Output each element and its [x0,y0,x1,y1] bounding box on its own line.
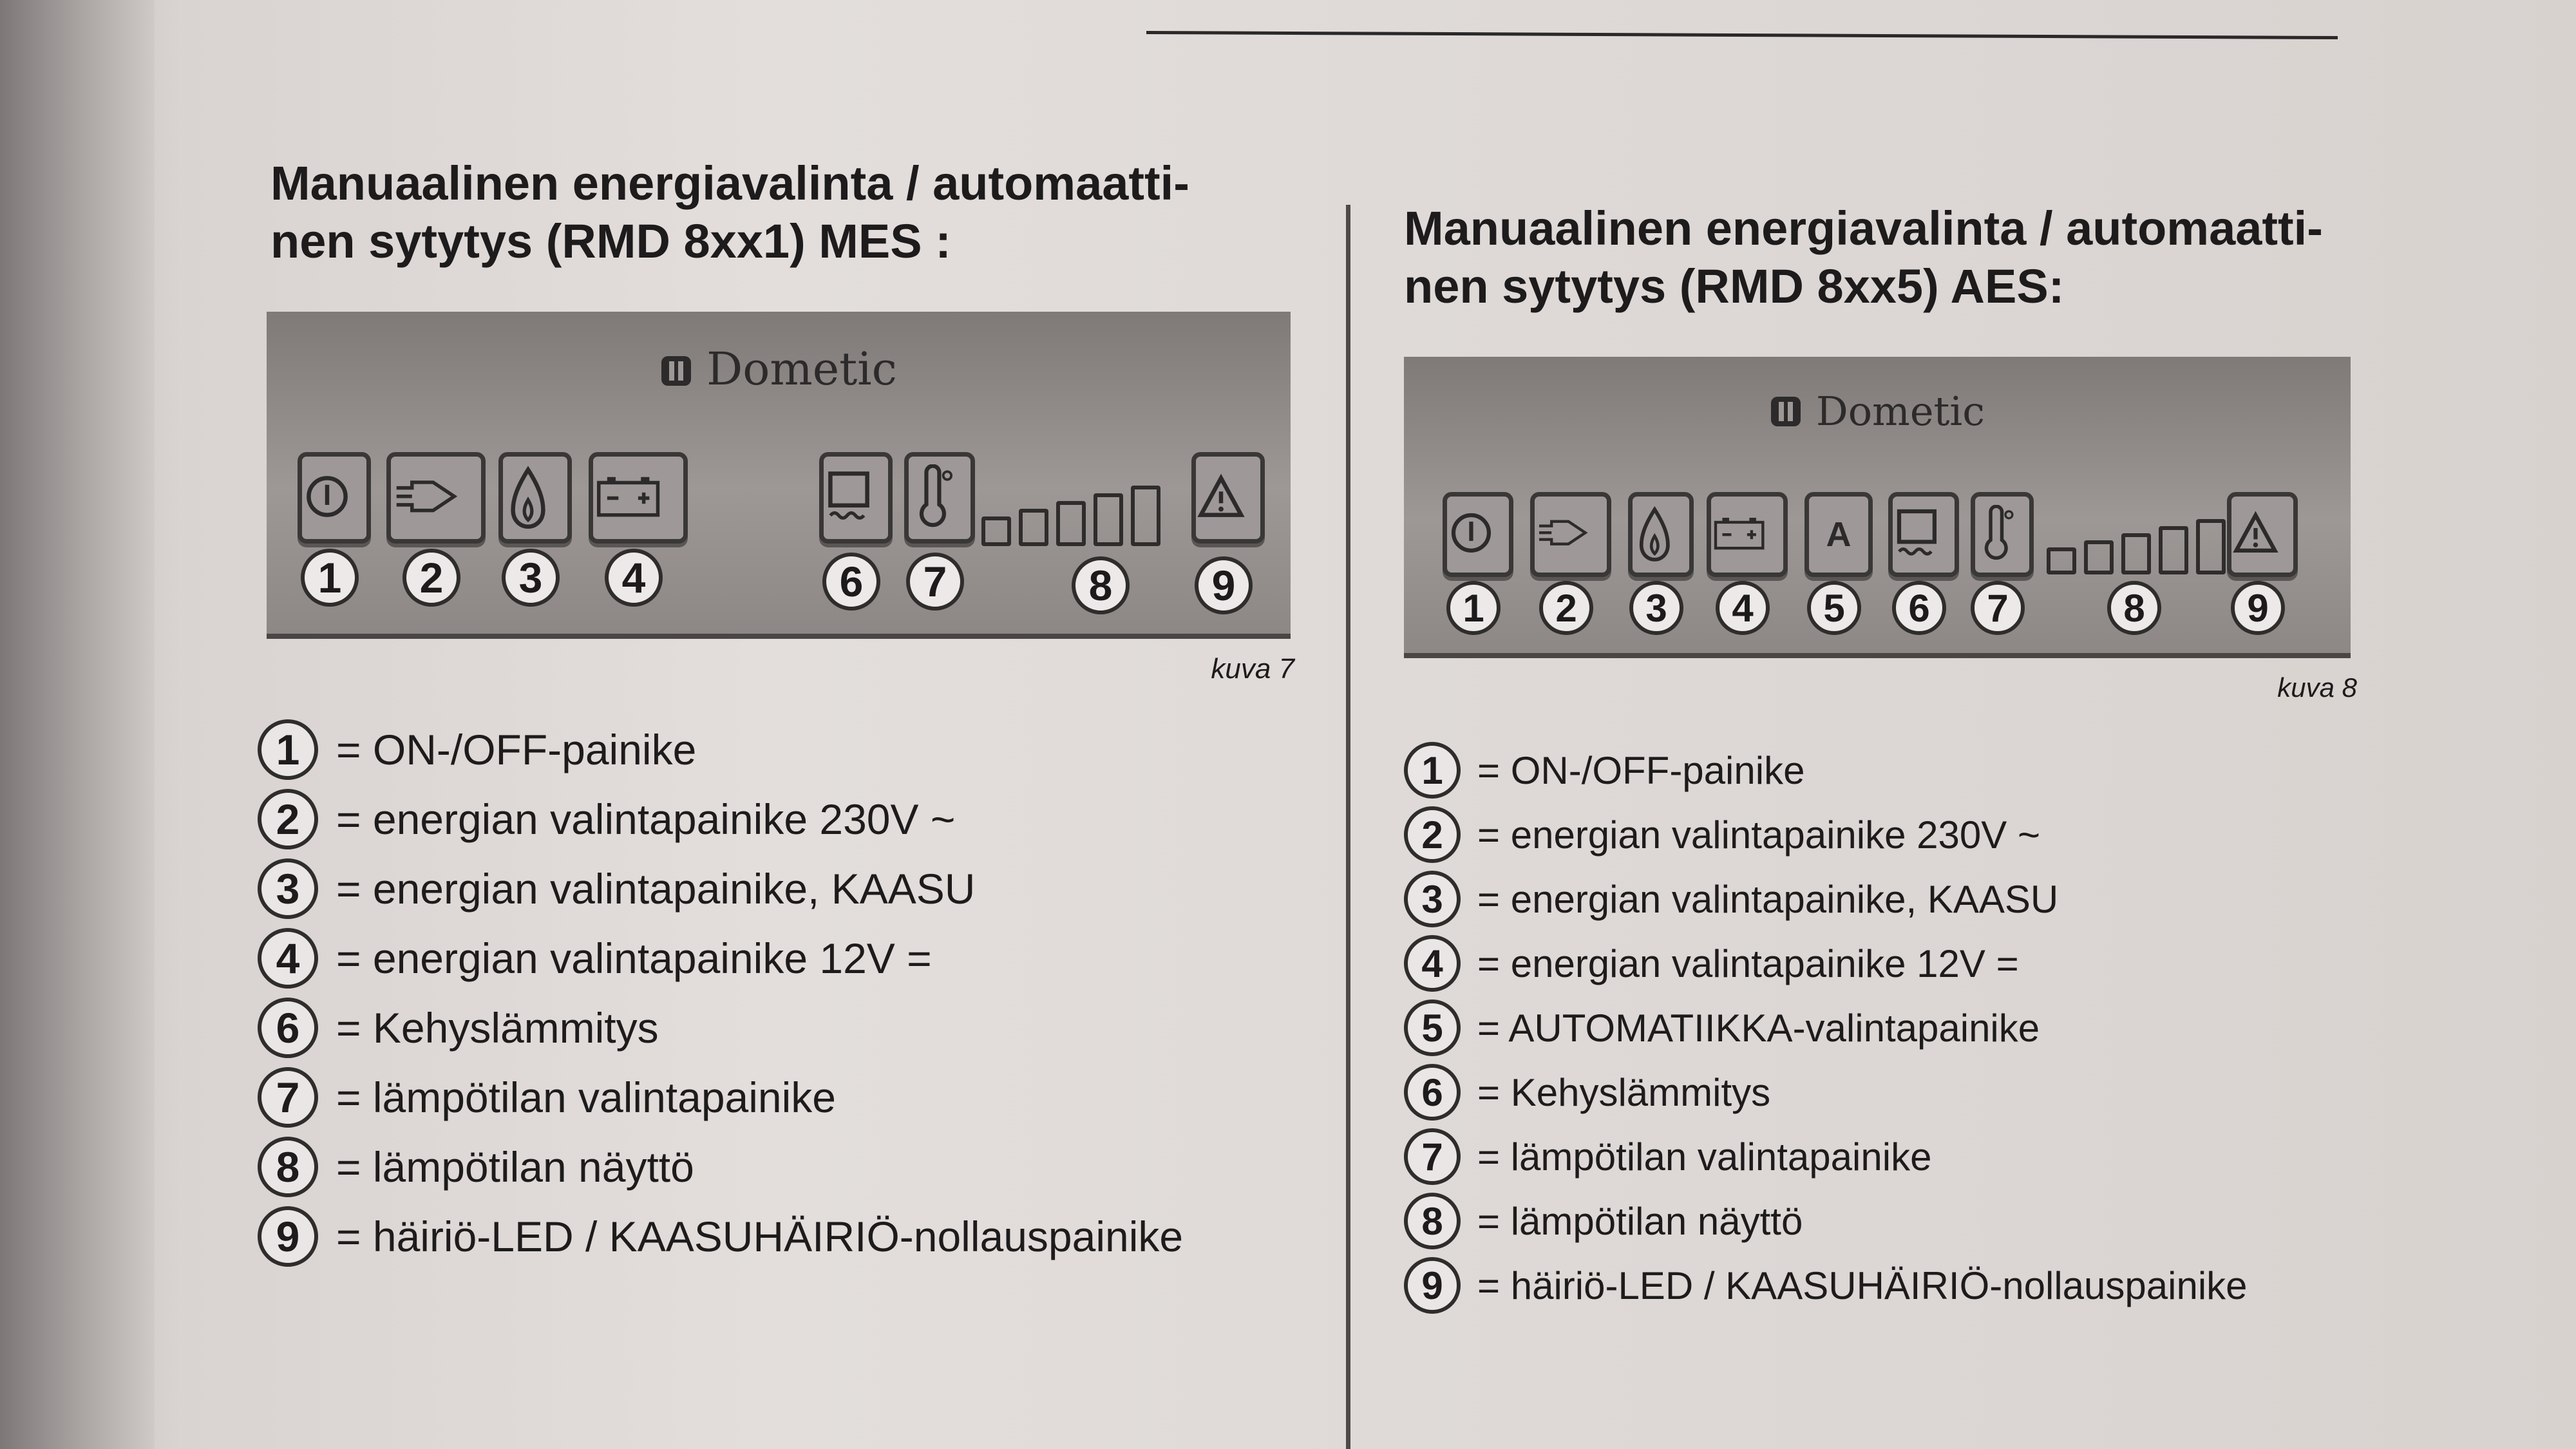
legend-number: 8 [258,1137,318,1197]
legend-text: = AUTOMATIIKKA-valintapainike [1477,1006,2040,1050]
temperature-display [981,486,1160,546]
key-number: 9 [1195,556,1253,614]
key-number: 4 [605,549,663,607]
legend-item [258,993,1327,1063]
section-aes [1404,200,2434,1318]
legend-item [258,1202,1327,1271]
header-rule [1146,31,2338,39]
legend-number: 3 [258,858,318,919]
frame-heater-button[interactable] [1888,492,1959,577]
legend-text: = häiriö-LED / KAASUHÄIRIÖ-nollauspainike [336,1213,1184,1260]
legend-number: 7 [1404,1128,1461,1185]
legend-number: 7 [258,1067,318,1128]
legend-list-aes [1404,738,2434,1318]
key-number: 9 [2231,581,2285,635]
legend-number: 1 [258,719,318,780]
temperature-level-1 [981,516,1011,546]
auto-icon: A [1826,515,1852,554]
legend-text: = energian valintapainike 230V ~ [1477,813,2040,857]
power-icon [1447,509,1509,560]
legend-text: = Kehyslämmitys [336,1004,659,1052]
legend-item [258,923,1327,993]
legend-item [258,854,1327,923]
control-panel-mes [267,312,1291,639]
title-line-1: Manuaalinen energiavalinta / automaatti- [1404,202,2323,255]
section-title-aes [1404,200,2434,316]
legend-item [1404,1253,2434,1318]
battery-icon [1711,513,1783,556]
key-number: 8 [1072,556,1130,614]
control-panel-aes [1404,357,2351,658]
mains-230v-button[interactable] [386,452,486,544]
section-mes [270,155,1327,1271]
warning-icon [2231,509,2293,560]
frame-heater-icon [1893,505,1955,564]
legend-number: 4 [1404,935,1461,992]
legend-item [1404,931,2434,996]
legend-text: = energian valintapainike 12V = [336,934,932,982]
page-edge-shadow [0,0,155,1449]
legend-number: 4 [258,928,318,989]
fault-reset-button[interactable] [2227,492,2298,577]
flame-icon [503,463,567,533]
power-icon [302,471,366,525]
flame-icon [1633,504,1689,566]
temperature-level-3 [2121,533,2151,574]
temperature-level-4 [2159,526,2188,574]
key-number: 8 [2107,581,2161,635]
legend-text: = lämpötilan näyttö [336,1143,694,1191]
legend-item [1404,996,2434,1060]
legend-text: = ON-/OFF-painike [1477,748,1805,792]
legend-text: = energian valintapainike 12V = [1477,942,2019,985]
legend-item [1404,738,2434,802]
power-button[interactable] [298,452,371,544]
legend-text: = lämpötilan valintapainike [1477,1135,1932,1179]
legend-item [1404,1124,2434,1189]
dometic-logo-icon [660,345,692,377]
legend-number: 9 [1404,1257,1461,1314]
key-number: 1 [1446,581,1501,635]
legend-text: = lämpötilan näyttö [1477,1199,1803,1243]
temperature-level-3 [1056,501,1086,546]
battery-icon [593,471,683,524]
warning-icon [1196,471,1260,525]
mains-230v-button[interactable] [1530,492,1611,577]
temperature-select-button[interactable] [904,452,975,544]
legend-item [1404,1060,2434,1124]
legend-number: 8 [1404,1193,1461,1249]
power-button[interactable] [1443,492,1513,577]
legend-text: = ON-/OFF-painike [336,726,697,773]
frame-heater-icon [824,467,888,529]
legend-item [1404,867,2434,931]
temperature-level-5 [2196,519,2226,574]
legend-number: 6 [258,998,318,1058]
automatic-button[interactable] [1804,492,1873,577]
temperature-select-button[interactable] [1971,492,2034,577]
dometic-logo-icon [1770,390,1802,422]
temperature-display [2047,519,2226,574]
temperature-level-4 [1094,493,1123,546]
legend-item [258,784,1327,854]
legend-number: 5 [1404,999,1461,1056]
legend-text: = Kehyslämmitys [1477,1070,1771,1114]
key-number: 4 [1716,581,1770,635]
thermometer-icon [1975,505,2029,564]
plug-icon [391,475,481,521]
title-line-2: nen sytytys (RMD 8xx5) AES: [1404,260,2065,313]
temperature-level-2 [2084,540,2114,574]
key-number: 5 [1807,581,1861,635]
key-number: 2 [402,549,460,607]
column-divider [1346,205,1350,1449]
legend-number: 1 [1404,742,1461,799]
title-line-2: nen sytytys (RMD 8xx1) MES : [270,214,951,268]
fault-reset-button[interactable] [1191,452,1265,544]
temperature-level-2 [1019,509,1048,546]
gas-button[interactable] [498,452,572,544]
legend-number: 2 [258,789,318,849]
temperature-level-5 [1131,486,1160,546]
legend-number: 9 [258,1206,318,1267]
plug-icon [1535,516,1607,553]
battery-12v-button[interactable] [589,452,688,544]
gas-button[interactable] [1628,492,1694,577]
legend-item [1404,802,2434,867]
key-number: 1 [301,549,359,607]
key-number: 6 [1892,581,1946,635]
legend-number: 6 [1404,1064,1461,1121]
key-number: 7 [1971,581,2025,635]
legend-text: = energian valintapainike, KAASU [1477,877,2059,921]
legend-item [258,1132,1327,1202]
temperature-level-1 [2047,547,2076,574]
figure-caption: kuva 8 [2277,672,2357,703]
key-number: 6 [822,553,880,611]
legend-text: = lämpötilan valintapainike [336,1074,836,1121]
legend-item [258,715,1327,784]
battery-12v-button[interactable] [1707,492,1788,577]
key-number: 3 [502,549,560,607]
key-number: 2 [1539,581,1593,635]
brand-label: Dometic [1404,388,2351,435]
legend-number: 2 [1404,806,1461,863]
legend-item [258,1063,1327,1132]
legend-text: = energian valintapainike, KAASU [336,865,976,913]
key-number: 3 [1629,581,1683,635]
legend-text: = energian valintapainike 230V ~ [336,795,956,843]
legend-item [1404,1189,2434,1253]
key-number: 7 [906,553,964,611]
title-line-1: Manuaalinen energiavalinta / automaatti- [270,156,1189,210]
legend-number: 3 [1404,871,1461,927]
thermometer-icon [909,464,971,532]
brand-label: Dometic [267,343,1291,395]
section-title-mes [270,155,1327,270]
legend-list-mes [258,715,1327,1271]
legend-text: = häiriö-LED / KAASUHÄIRIÖ-nollauspainike [1477,1264,2248,1307]
figure-caption: kuva 7 [1211,653,1294,685]
frame-heater-button[interactable] [819,452,893,544]
